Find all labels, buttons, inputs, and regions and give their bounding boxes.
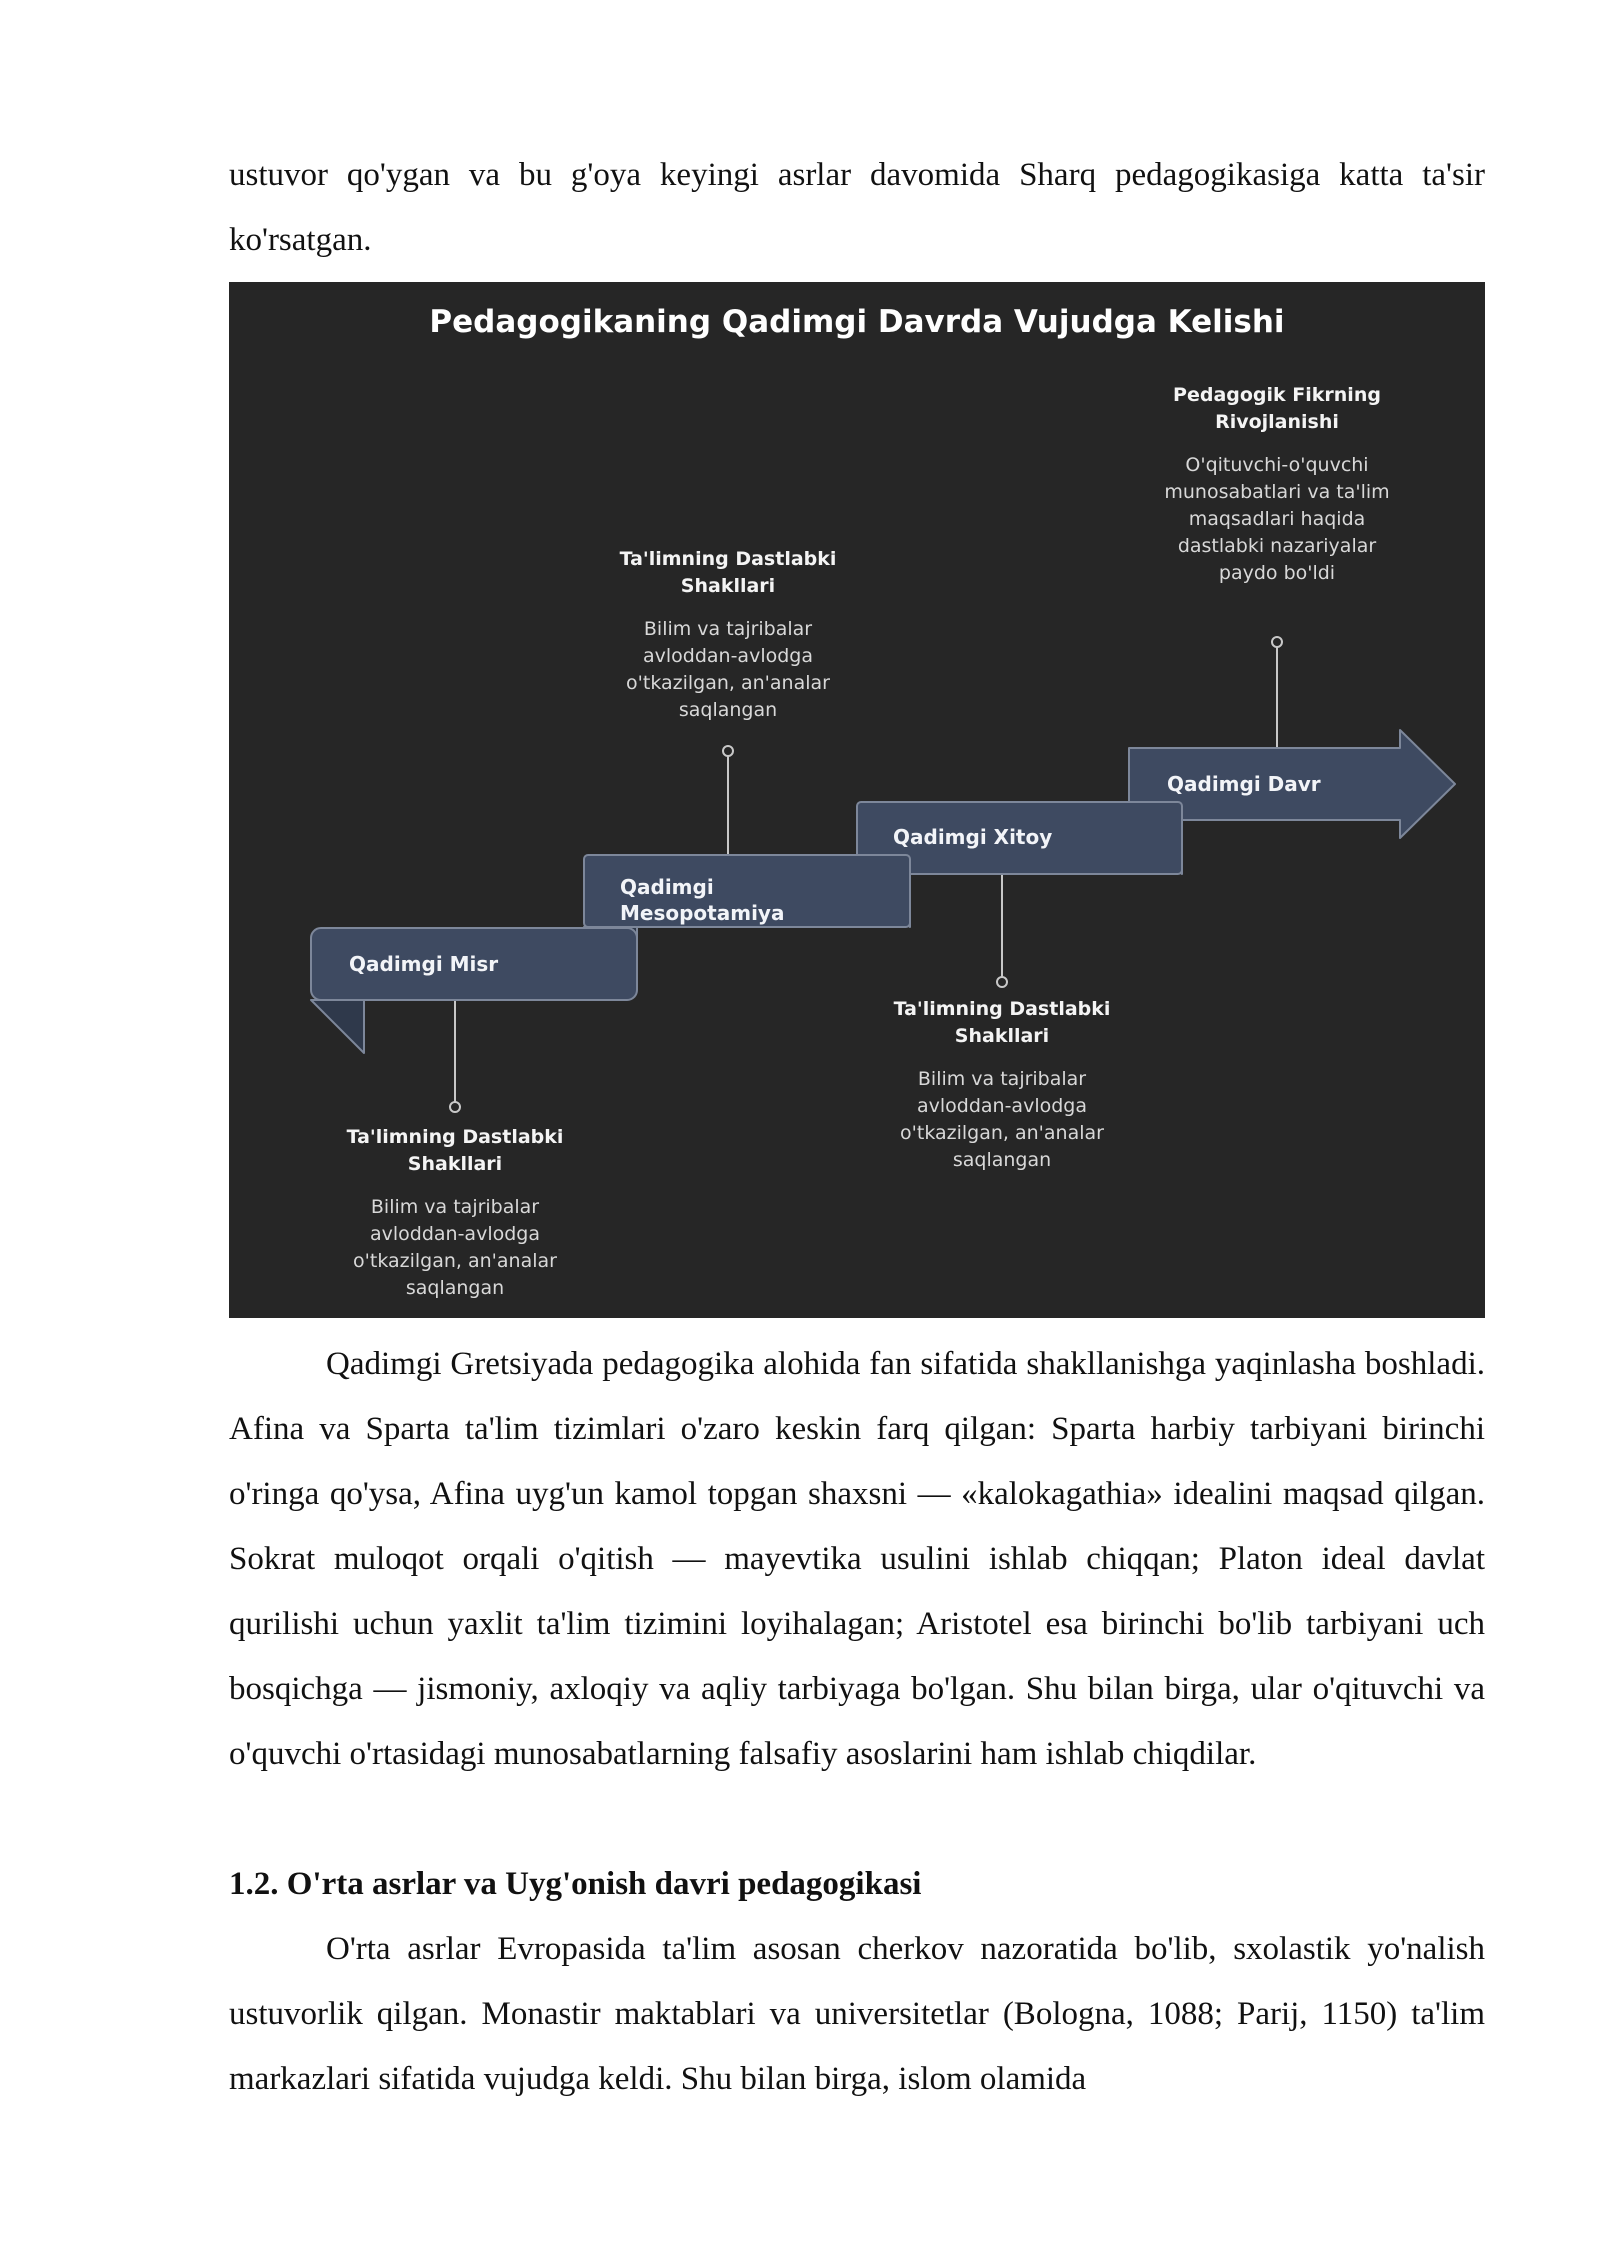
- annotation-xitoy: [882, 996, 1122, 1174]
- step-side-misr: [311, 1000, 364, 1053]
- annotation-heading: Ta'limning Dastlabki Shakllari: [619, 548, 837, 597]
- annotation-heading: Ta'limning Dastlabki Shakllari: [346, 1126, 564, 1175]
- connector-dot-misr: [450, 1102, 460, 1112]
- paragraph-middle-ages: O'rta asrlar Evropasida ta'lim asosan cherkov nazoratida bo'lib, sxolastik yo'nalish ustuvorlik qilgan. Monastir maktablari va universitetlar (Bologna, 1088; Parij, 1150) ta'lim markazlari sifatida vujudga keldi. Shu bilan birga, islom olamida: [229, 1931, 1485, 2097]
- annotation-davr: [1157, 382, 1397, 587]
- paragraph-intro: ustuvor qo'ygan va bu g'oya keyingi asrlar davomida Sharq pedagogikasiga katta ta'sir ko'rsatgan.: [229, 157, 1485, 258]
- staircase-diagram: [229, 282, 1485, 1318]
- connector-dot-xitoy: [997, 977, 1007, 987]
- diagram-title: Pedagogikaning Qadimgi Davrda Vujudga Kelishi: [429, 304, 1285, 340]
- step-label-xitoy: Qadimgi Xitoy: [893, 825, 1053, 849]
- connector-dot-davr: [1272, 637, 1282, 647]
- step-label-misr: Qadimgi Misr: [349, 952, 499, 976]
- annotation-heading: Pedagogik Fikrning Rivojlanishi: [1173, 384, 1381, 433]
- step-label-mesopotamiya: Qadimgi Mesopotamiya: [620, 875, 785, 925]
- step-label-davr: Qadimgi Davr: [1167, 772, 1321, 796]
- annotation-misr: [335, 1124, 575, 1302]
- paragraph-greece: Qadimgi Gretsiyada pedagogika alohida fan sifatida shakllanishga yaqinlasha boshladi. Afina va Sparta ta'lim tizimlari o'zaro keskin farq qilgan: Sparta harbiy tarbiyani birinchi o'ringa qo'ysa, Afina uyg'un kamol topgan shaxsni — «kalokagathia» idealini maqsad qilgan. Sokrat muloqot orqali o'qitish — mayevtika usulini ishlab chiqqan; Platon ideal davlat qurilishi uchun yaxlit ta'lim tizimini loyihalagan; Aristotel esa birinchi bo'lib tarbiyani uch bosqichga — jismoniy, axloqiy va aqliy tarbiyaga bo'lgan. Shu bilan birga, ular o'qituvchi va o'quvchi o'rtasidagi munosabatlarning falsafiy asoslarini ham ishlab chiqdilar.: [229, 1346, 1485, 1772]
- connector-dot-mesopotamiya: [723, 746, 733, 756]
- annotation-body: Bilim va tajribalar avloddan-avlodga o'tkazilgan, an'analar saqlangan: [626, 618, 830, 721]
- annotation-body: Bilim va tajribalar avloddan-avlodga o'tkazilgan, an'analar saqlangan: [353, 1196, 557, 1299]
- annotation-mesopotamiya: [608, 546, 848, 724]
- annotation-body: O'qituvchi-o'quvchi munosabatlari va ta'lim maqsadlari haqida dastlabki nazariyalar paydo bo'ldi: [1164, 454, 1390, 584]
- annotation-body: Bilim va tajribalar avloddan-avlodga o'tkazilgan, an'analar saqlangan: [900, 1068, 1104, 1171]
- section-heading: 1.2. O'rta asrlar va Uyg'onish davri pedagogikasi: [229, 1866, 922, 1902]
- annotation-heading: Ta'limning Dastlabki Shakllari: [893, 998, 1111, 1047]
